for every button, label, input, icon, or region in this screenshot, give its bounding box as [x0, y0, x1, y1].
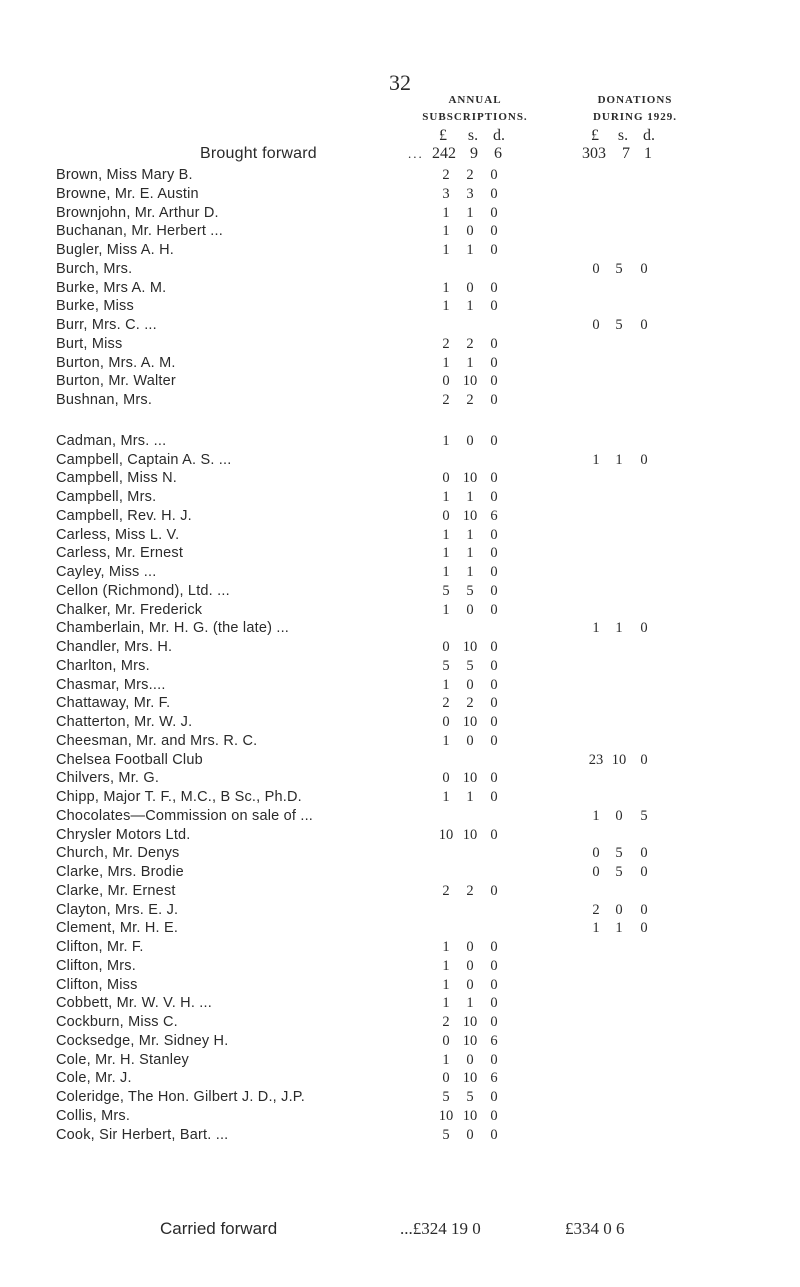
subs-pence: 0 — [490, 826, 498, 843]
entry-name: Charlton, Mrs. — [56, 657, 150, 674]
list-item — [0, 693, 800, 713]
subs-shillings: 5 — [466, 582, 474, 599]
entry-name: Burton, Mrs. A. M. — [56, 354, 176, 371]
entry-name: Brown, Miss Mary B. — [56, 167, 193, 183]
subs-shillings: 10 — [462, 770, 478, 787]
list-item — [0, 371, 800, 391]
subs-pence: 0 — [490, 242, 498, 258]
entry-name: Burr, Mrs. C. ... — [56, 317, 157, 333]
entry-name: Chelsea Football Club — [56, 751, 203, 768]
subs-pence: 0 — [490, 1014, 498, 1030]
subs-pounds: 0 — [442, 373, 450, 390]
subs-pounds: 10 — [438, 1107, 454, 1124]
subs-pounds: 1 — [442, 223, 450, 240]
list-item — [0, 165, 800, 185]
subs-pence: 0 — [490, 335, 498, 352]
subs-pounds: 1 — [442, 432, 450, 449]
list-item — [0, 881, 800, 901]
subs-pence: 0 — [490, 1051, 498, 1068]
subs-shillings: 1 — [466, 545, 474, 562]
list-item — [0, 259, 800, 279]
entry-name: Burke, Mrs A. M. — [56, 279, 167, 296]
subs-pounds: 1 — [442, 204, 450, 221]
brought-forward-subs-shillings: 9 — [470, 145, 478, 162]
subscriptions-header-line1: ANNUAL — [448, 94, 502, 106]
list-item — [0, 956, 800, 976]
subs-pounds: 1 — [442, 601, 450, 618]
don-pence: 0 — [640, 845, 648, 862]
entry-name: Chatterton, Mr. W. J. — [56, 714, 193, 730]
entry-name: Cheesman, Mr. and Mrs. R. C. — [56, 732, 258, 749]
entry-name: Cellon (Richmond), Ltd. ... — [56, 582, 230, 599]
unit-pence-subs: d. — [493, 127, 505, 144]
list-item — [0, 656, 800, 676]
list-item — [0, 1012, 800, 1032]
list-item — [0, 506, 800, 526]
subs-shillings: 2 — [466, 167, 474, 183]
list-item — [0, 240, 800, 260]
donations-header-line2: DURING 1929. — [592, 111, 678, 123]
brought-forward-dots: ... — [408, 146, 424, 161]
subs-pence: 0 — [490, 279, 498, 296]
subs-shillings: 10 — [462, 639, 478, 655]
list-item — [0, 825, 800, 845]
subs-pence: 0 — [490, 1126, 498, 1143]
brought-forward-don-pence: 1 — [644, 145, 652, 162]
don-pence: 0 — [640, 451, 648, 468]
subs-pence: 0 — [490, 185, 498, 202]
subs-pence: 0 — [490, 695, 498, 712]
subs-shillings: 1 — [466, 354, 474, 371]
brought-forward-subs-pounds: 242 — [432, 145, 456, 162]
subs-pounds: 2 — [442, 167, 450, 183]
subs-pence: 6 — [490, 1032, 498, 1049]
list-item — [0, 334, 800, 354]
subs-pence: 0 — [490, 770, 498, 787]
entry-name: Cole, Mr. J. — [56, 1070, 132, 1087]
entry-name: Clifton, Mrs. — [56, 957, 136, 974]
don-pence: 0 — [640, 620, 648, 637]
subs-shillings: 10 — [462, 373, 478, 390]
subs-pounds: 1 — [442, 298, 450, 315]
subs-shillings: 0 — [466, 1051, 474, 1068]
subs-pounds: 5 — [442, 1089, 450, 1105]
subs-shillings: 0 — [466, 676, 474, 693]
don-pence: 0 — [640, 920, 648, 937]
don-pence: 0 — [640, 901, 648, 918]
subs-pence: 0 — [490, 582, 498, 599]
don-shillings: 0 — [615, 807, 623, 824]
entry-name: Cadman, Mrs. ... — [56, 432, 167, 449]
subs-shillings: 10 — [462, 714, 478, 730]
unit-pence-don: d. — [643, 127, 655, 144]
subs-pounds: 1 — [442, 1051, 450, 1068]
subs-pounds: 5 — [442, 1126, 450, 1143]
entry-name: Clayton, Mrs. E. J. — [56, 901, 179, 918]
subs-pence: 0 — [490, 373, 498, 390]
list-item — [0, 993, 800, 1013]
subs-pounds: 1 — [442, 732, 450, 749]
subs-shillings: 1 — [466, 489, 474, 505]
subs-pounds: 2 — [442, 392, 450, 408]
list-item — [0, 975, 800, 995]
don-pounds: 1 — [592, 807, 600, 824]
subs-pence: 6 — [490, 1070, 498, 1087]
subs-shillings: 0 — [466, 601, 474, 618]
subs-shillings: 3 — [466, 185, 474, 202]
subs-shillings: 1 — [466, 242, 474, 258]
list-item — [0, 1087, 800, 1107]
entry-name: Campbell, Rev. H. J. — [56, 507, 192, 524]
list-item — [0, 618, 800, 638]
subs-shillings: 1 — [466, 526, 474, 543]
subs-pence: 0 — [490, 432, 498, 449]
subs-pounds: 1 — [442, 995, 450, 1012]
entry-name: Burton, Mr. Walter — [56, 373, 176, 390]
subs-pence: 0 — [490, 714, 498, 730]
list-item — [0, 450, 800, 470]
subs-pounds: 1 — [442, 489, 450, 505]
entry-name: Brownjohn, Mr. Arthur D. — [56, 204, 219, 221]
subscriptions-header-line2: SUBSCRIPTIONS. — [422, 111, 528, 123]
list-item — [0, 543, 800, 563]
list-item — [0, 353, 800, 373]
subs-pounds: 0 — [442, 507, 450, 524]
list-item — [0, 184, 800, 204]
subs-pence: 0 — [490, 882, 498, 899]
subs-pounds: 5 — [442, 582, 450, 599]
don-pounds: 23 — [588, 751, 604, 768]
list-item — [0, 750, 800, 770]
list-item — [0, 221, 800, 241]
don-pence: 0 — [640, 864, 648, 880]
list-item — [0, 1106, 800, 1126]
entry-name: Chilvers, Mr. G. — [56, 770, 160, 787]
subs-pence: 0 — [490, 676, 498, 693]
subs-pence: 0 — [490, 298, 498, 315]
unit-pounds-subs: £ — [439, 127, 447, 144]
subs-shillings: 5 — [466, 1089, 474, 1105]
list-item — [0, 806, 800, 826]
list-item — [0, 600, 800, 620]
subs-pence: 0 — [490, 526, 498, 543]
subs-pence: 6 — [490, 507, 498, 524]
entry-name: Clarke, Mr. Ernest — [56, 882, 176, 899]
subs-pence: 0 — [490, 545, 498, 562]
subs-pence: 0 — [490, 489, 498, 505]
entry-name: Clarke, Mrs. Brodie — [56, 864, 184, 880]
carried-forward-don-total: £334 0 6 — [565, 1219, 625, 1238]
unit-shillings-subs: s. — [467, 127, 479, 144]
subs-shillings: 0 — [466, 939, 474, 955]
list-item — [0, 431, 800, 451]
don-shillings: 5 — [615, 845, 623, 862]
subs-shillings: 10 — [462, 1014, 478, 1030]
don-pounds: 0 — [592, 845, 600, 862]
subs-pounds: 1 — [442, 545, 450, 562]
subs-pounds: 0 — [442, 639, 450, 655]
entry-name: Coleridge, The Hon. Gilbert J. D., J.P. — [56, 1089, 306, 1105]
unit-pounds-don: £ — [591, 127, 599, 144]
entry-name: Chipp, Major T. F., M.C., B Sc., Ph.D. — [56, 789, 302, 805]
subs-pence: 0 — [490, 1107, 498, 1124]
list-item — [0, 787, 800, 807]
subs-pounds: 2 — [442, 1014, 450, 1030]
don-pounds: 0 — [592, 260, 600, 277]
entry-name: Burke, Miss — [56, 298, 134, 315]
entry-name: Cole, Mr. H. Stanley — [56, 1051, 189, 1068]
subs-pounds: 1 — [442, 957, 450, 974]
entry-name: Bushnan, Mrs. — [56, 392, 153, 408]
subs-pence: 0 — [490, 957, 498, 974]
list-item — [0, 712, 800, 732]
brought-forward-don-pounds: 303 — [582, 145, 606, 162]
list-item — [0, 525, 800, 545]
don-shillings: 1 — [615, 620, 623, 637]
don-shillings: 5 — [615, 260, 623, 277]
subs-shillings: 0 — [466, 1126, 474, 1143]
carried-forward-subs-total: ...£324 19 0 — [400, 1219, 481, 1238]
don-pounds: 1 — [592, 451, 600, 468]
donations-header — [560, 92, 710, 126]
subs-pounds: 2 — [442, 335, 450, 352]
list-item — [0, 390, 800, 410]
subs-pounds: 5 — [442, 657, 450, 674]
list-item — [0, 1050, 800, 1070]
entry-name: Chattaway, Mr. F. — [56, 695, 171, 712]
subs-shillings: 5 — [466, 657, 474, 674]
brought-forward-label: Brought forward — [200, 145, 317, 162]
subs-pence: 0 — [490, 167, 498, 183]
list-item — [0, 487, 800, 507]
don-pence: 0 — [640, 260, 648, 277]
brought-forward-row — [0, 144, 800, 164]
brought-forward-don-shillings: 7 — [622, 145, 630, 162]
entry-name: Carless, Miss L. V. — [56, 526, 180, 543]
subs-pence: 0 — [490, 223, 498, 240]
entry-name: Clement, Mr. H. E. — [56, 920, 179, 937]
subs-shillings: 2 — [466, 392, 474, 408]
subs-pounds: 1 — [442, 279, 450, 296]
subs-shillings: 0 — [466, 223, 474, 240]
entry-name: Burch, Mrs. — [56, 260, 133, 277]
entry-name: Cockburn, Miss C. — [56, 1014, 178, 1030]
don-shillings: 1 — [615, 451, 623, 468]
subs-shillings: 10 — [462, 1032, 478, 1049]
subs-shillings: 10 — [462, 1107, 478, 1124]
subs-pounds: 1 — [442, 564, 450, 580]
entry-name: Collis, Mrs. — [56, 1107, 131, 1124]
subs-pounds: 1 — [442, 976, 450, 993]
list-item — [0, 862, 800, 882]
subs-pounds: 1 — [442, 526, 450, 543]
subs-pence: 0 — [490, 564, 498, 580]
list-item — [0, 315, 800, 335]
entry-name: Cook, Sir Herbert, Bart. ... — [56, 1126, 229, 1143]
entry-name: Burt, Miss — [56, 335, 123, 352]
subs-pounds: 2 — [442, 695, 450, 712]
entry-name: Campbell, Mrs. — [56, 489, 157, 505]
entry-name: Cocksedge, Mr. Sidney H. — [56, 1032, 229, 1049]
list-item — [0, 581, 800, 601]
don-pounds: 0 — [592, 864, 600, 880]
entry-name: Clifton, Miss — [56, 976, 138, 993]
subs-shillings: 0 — [466, 279, 474, 296]
subs-pounds: 0 — [442, 770, 450, 787]
list-item — [0, 1068, 800, 1088]
don-shillings: 1 — [615, 920, 623, 937]
subs-pence: 0 — [490, 601, 498, 618]
subs-shillings: 0 — [466, 432, 474, 449]
list-item — [0, 918, 800, 938]
don-shillings: 0 — [615, 901, 623, 918]
list-item — [0, 203, 800, 223]
entry-name: Chandler, Mrs. H. — [56, 639, 173, 655]
subs-pence: 0 — [490, 204, 498, 221]
don-pence: 5 — [640, 807, 648, 824]
entry-name: Campbell, Miss N. — [56, 470, 178, 487]
donations-header-line1: DONATIONS — [597, 94, 673, 106]
subs-pounds: 10 — [438, 826, 454, 843]
don-shillings: 5 — [615, 317, 623, 333]
subs-shillings: 1 — [466, 298, 474, 315]
subs-shillings: 2 — [466, 882, 474, 899]
entry-name: Chasmar, Mrs.... — [56, 676, 166, 693]
subs-shillings: 1 — [466, 204, 474, 221]
don-pounds: 1 — [592, 620, 600, 637]
entry-name: Chocolates—Commission on sale of ... — [56, 807, 314, 824]
subs-pence: 0 — [490, 789, 498, 805]
subs-shillings: 10 — [462, 1070, 478, 1087]
entry-name: Chamberlain, Mr. H. G. (the late) ... — [56, 620, 290, 637]
subs-pounds: 0 — [442, 1032, 450, 1049]
entry-name: Browne, Mr. E. Austin — [56, 185, 199, 202]
list-item — [0, 278, 800, 298]
brought-forward-subs-pence: 6 — [494, 145, 502, 162]
list-item — [0, 1031, 800, 1051]
list-item — [0, 843, 800, 863]
subs-pounds: 1 — [442, 789, 450, 805]
entry-name: Buchanan, Mr. Herbert ... — [56, 223, 223, 240]
subs-pounds: 0 — [442, 714, 450, 730]
entry-name: Carless, Mr. Ernest — [56, 545, 184, 562]
list-item — [0, 1125, 800, 1145]
subs-shillings: 1 — [466, 995, 474, 1012]
entry-name: Clifton, Mr. F. — [56, 939, 144, 955]
subs-pence: 0 — [490, 639, 498, 655]
list-item — [0, 296, 800, 316]
subs-pence: 0 — [490, 392, 498, 408]
unit-shillings-don: s. — [617, 127, 629, 144]
don-pounds: 0 — [592, 317, 600, 333]
don-pence: 0 — [640, 751, 648, 768]
subs-pounds: 2 — [442, 882, 450, 899]
don-pounds: 2 — [592, 901, 600, 918]
list-item — [0, 937, 800, 957]
don-shillings: 10 — [611, 751, 627, 768]
don-shillings: 5 — [615, 864, 623, 880]
entry-name: Chrysler Motors Ltd. — [56, 826, 191, 843]
carried-forward-label: Carried forward — [160, 1219, 278, 1238]
subs-shillings: 2 — [466, 695, 474, 712]
don-pence: 0 — [640, 317, 648, 333]
subs-shillings: 10 — [462, 507, 478, 524]
subs-pounds: 0 — [442, 1070, 450, 1087]
page-number: 32 — [389, 70, 411, 95]
entry-name: Cayley, Miss ... — [56, 564, 157, 580]
subs-pence: 0 — [490, 976, 498, 993]
subs-shillings: 1 — [466, 564, 474, 580]
entry-name: Bugler, Miss A. H. — [56, 242, 175, 258]
subs-shillings: 0 — [466, 957, 474, 974]
subs-pounds: 1 — [442, 939, 450, 955]
list-item — [0, 731, 800, 751]
entry-name: Campbell, Captain A. S. ... — [56, 451, 232, 468]
list-item — [0, 637, 800, 657]
list-item — [0, 468, 800, 488]
subs-pence: 0 — [490, 995, 498, 1012]
subs-shillings: 10 — [462, 470, 478, 487]
list-item — [0, 768, 800, 788]
entry-name: Church, Mr. Denys — [56, 845, 180, 862]
subs-pounds: 1 — [442, 242, 450, 258]
entry-name: Chalker, Mr. Frederick — [56, 601, 203, 618]
subscriptions-header — [400, 92, 550, 126]
subs-pence: 0 — [490, 657, 498, 674]
subs-shillings: 2 — [466, 335, 474, 352]
entry-name: Cobbett, Mr. W. V. H. ... — [56, 995, 212, 1012]
subs-shillings: 0 — [466, 976, 474, 993]
list-item — [0, 900, 800, 920]
subs-pounds: 0 — [442, 470, 450, 487]
subs-pence: 0 — [490, 354, 498, 371]
don-pounds: 1 — [592, 920, 600, 937]
subs-shillings: 10 — [462, 826, 478, 843]
list-item — [0, 675, 800, 695]
subs-pence: 0 — [490, 1089, 498, 1105]
subs-pounds: 3 — [442, 185, 450, 202]
subs-shillings: 1 — [466, 789, 474, 805]
list-item — [0, 562, 800, 582]
subs-shillings: 0 — [466, 732, 474, 749]
subs-pounds: 1 — [442, 676, 450, 693]
subs-pence: 0 — [490, 470, 498, 487]
subs-pence: 0 — [490, 939, 498, 955]
subs-pence: 0 — [490, 732, 498, 749]
subs-pounds: 1 — [442, 354, 450, 371]
